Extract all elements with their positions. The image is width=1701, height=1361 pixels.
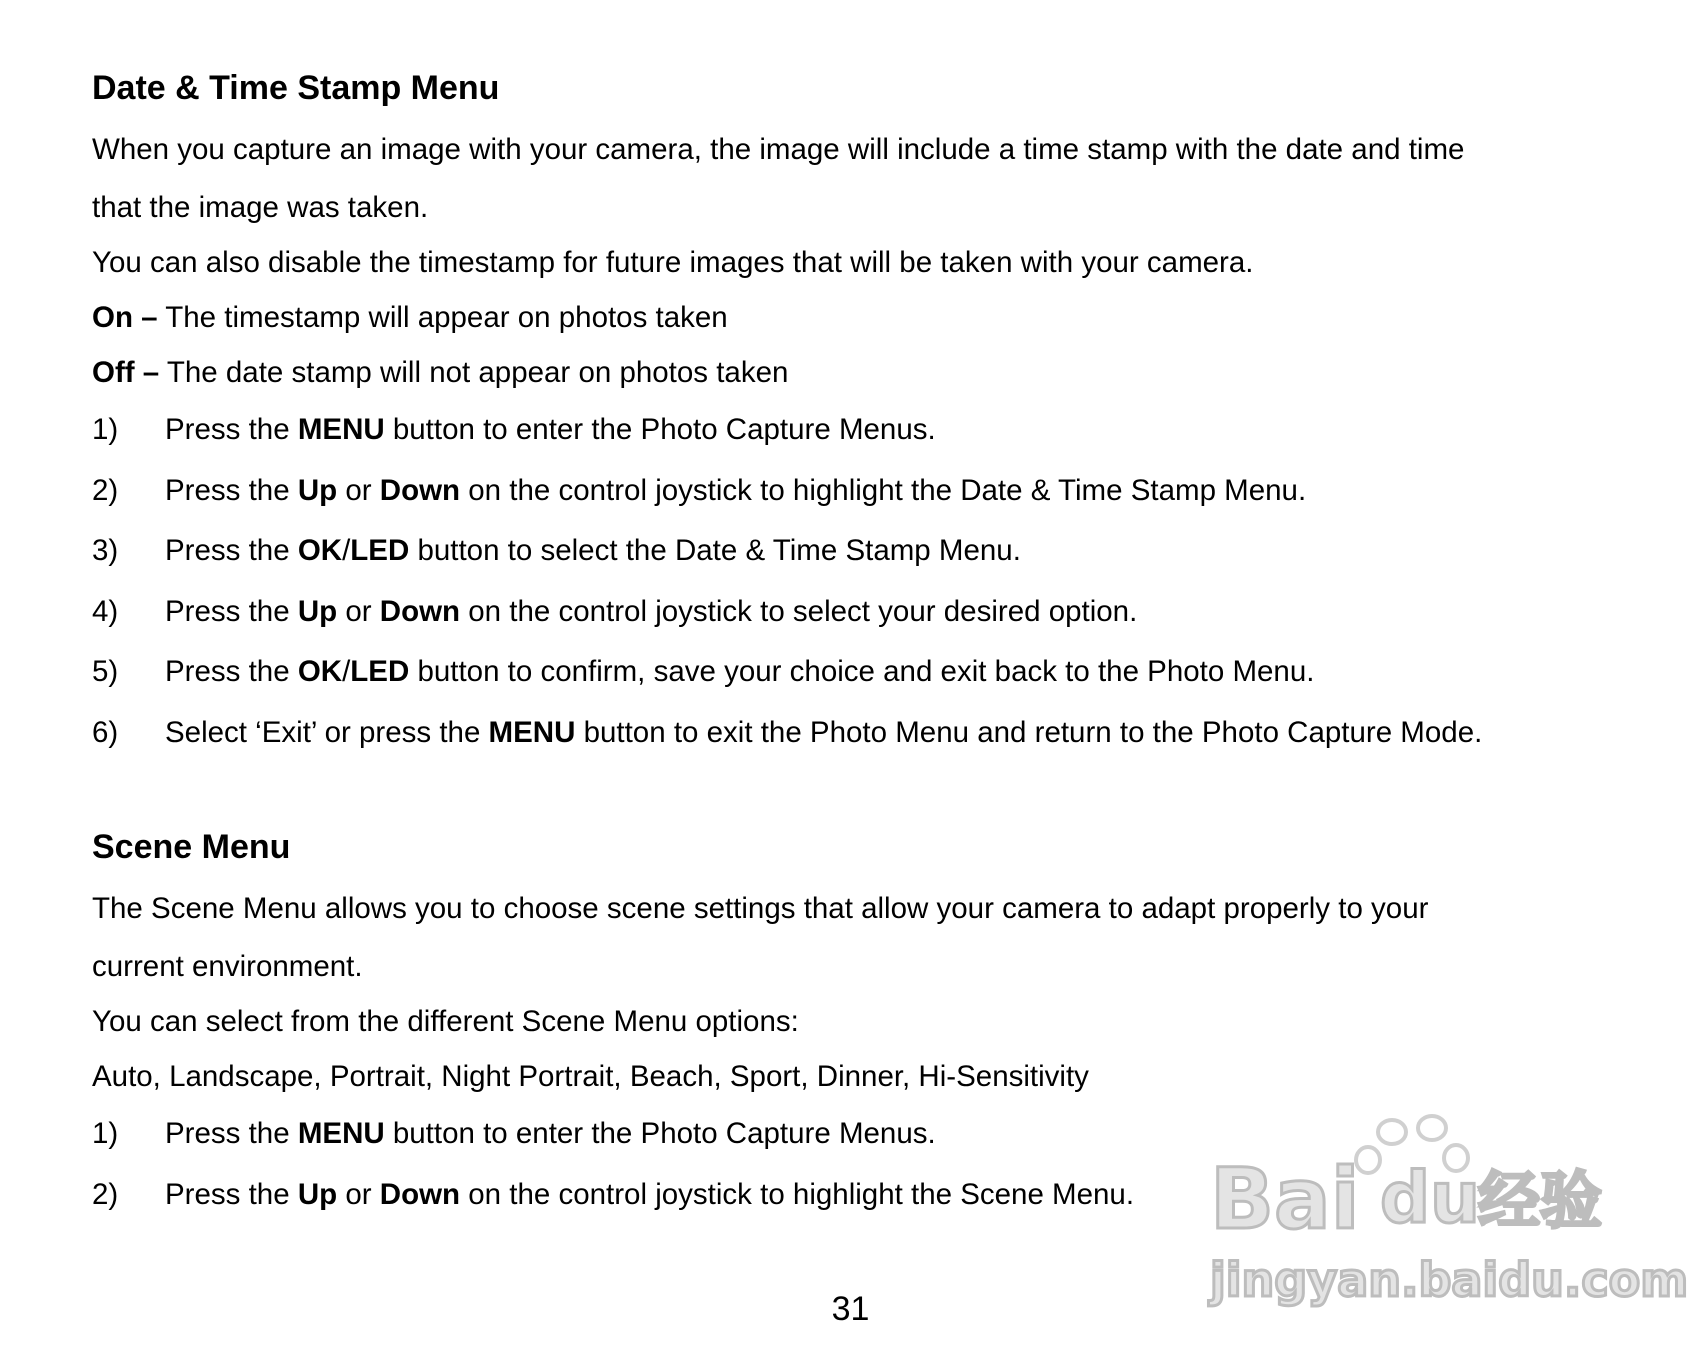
option-off-text: The date stamp will not appear on photos taken [159,356,789,389]
paragraph-scene-select: You can select from the different Scene Menu options: [92,1005,799,1038]
step-text: on the control joystick to highlight the Scene Menu. [460,1177,1135,1211]
page-number: 31 [831,1290,870,1328]
step-keyword: Down [379,473,461,507]
step-number: 2) [92,1177,119,1211]
list-item [92,400,1652,461]
step-text: Press the [165,1117,298,1150]
step-number: 5) [92,655,119,688]
step-keyword: MENU [297,413,385,446]
svg-text:jingyan.baidu.com: jingyan.baidu.com [1210,1253,1689,1307]
step-text: Press the [165,655,298,688]
step-text: Select ‘Exit’ [165,715,325,749]
step-number: 6) [92,715,119,749]
step-text: on the control joystick to select your desired option. [460,594,1138,628]
step-text: Press the [165,413,298,446]
step-text: or [337,473,380,507]
step-text: Press the [165,473,298,507]
paragraph-disable: You can also disable the timestamp for future images that will be taken with your camera. [92,246,1254,279]
step-number: 1) [92,413,119,446]
step-keyword: Up [297,594,338,628]
step-keyword: OK [297,655,343,688]
step-text: button to enter the Photo Capture Menus. [384,413,936,446]
list-item [92,582,1652,643]
step-text: button to confirm, save your choice and exit back to the Photo Menu. [409,655,1315,688]
step-text: / [342,534,351,567]
step-text: or [337,1177,380,1211]
steps-list-date-time [92,400,1652,763]
step-keyword: LED [350,534,410,567]
baidu-paw-logo-icon [1210,1110,1689,1320]
step-keyword: LED [350,655,410,688]
step-number: 4) [92,594,119,628]
list-item [92,642,1652,703]
step-text: button to select the Date & Time Stamp Menu. [409,534,1021,567]
option-on [92,290,1652,345]
paragraph-intro-cont: that the image was taken. [92,191,429,224]
step-text: Press the [165,594,298,628]
svg-text:经验: 经验 [1478,1164,1603,1237]
step-number: 3) [92,534,119,567]
paragraph-scene-intro: The Scene Menu allows you to choose scene settings that allow your camera to adapt properly to your [92,892,1429,925]
list-item [92,521,1652,582]
step-keyword: MENU [297,1117,385,1150]
section-heading-date-time: Date & Time Stamp Menu [92,69,500,107]
list-item [92,461,1652,522]
step-text: button to enter the Photo Capture Menus. [384,1117,936,1150]
step-keyword: Down [379,594,461,628]
step-text: or press the [324,715,489,749]
option-off-label: Off – [92,356,160,389]
svg-text:du: du [1380,1157,1480,1239]
step-number: 1) [92,1117,119,1150]
step-text: on the control joystick to highlight the Date & Time Stamp Menu. [460,473,1307,507]
step-keyword: MENU [488,715,576,749]
paragraph-scene-options: Auto, Landscape, Portrait, Night Portrait, Beach, Sport, Dinner, Hi-Sensitivity [92,1060,1089,1093]
option-on-label: On – [92,301,158,334]
step-keyword: Down [379,1177,461,1211]
step-keyword: Up [297,473,338,507]
step-keyword: OK [297,534,343,567]
svg-text:Bai: Bai [1210,1150,1360,1248]
paragraph-scene-intro-cont: current environment. [92,950,363,983]
section-heading-scene: Scene Menu [92,828,291,866]
document-page [92,60,1652,1225]
list-item [92,703,1652,764]
baidu-watermark [1210,1110,1689,1320]
step-text: button to exit the Photo Menu and return to the Photo Capture Mode. [575,715,1483,749]
step-keyword: Up [297,1177,338,1211]
step-text: Press the [165,534,298,567]
step-number: 2) [92,473,119,507]
paragraph-intro: When you capture an image with your camera, the image will include a time stamp with the date and time [92,133,1465,166]
step-text: / [342,655,351,688]
step-text: or [337,594,380,628]
option-off [92,345,1652,400]
option-on-text: The timestamp will appear on photos taken [157,301,728,334]
step-text: Press the [165,1177,298,1211]
